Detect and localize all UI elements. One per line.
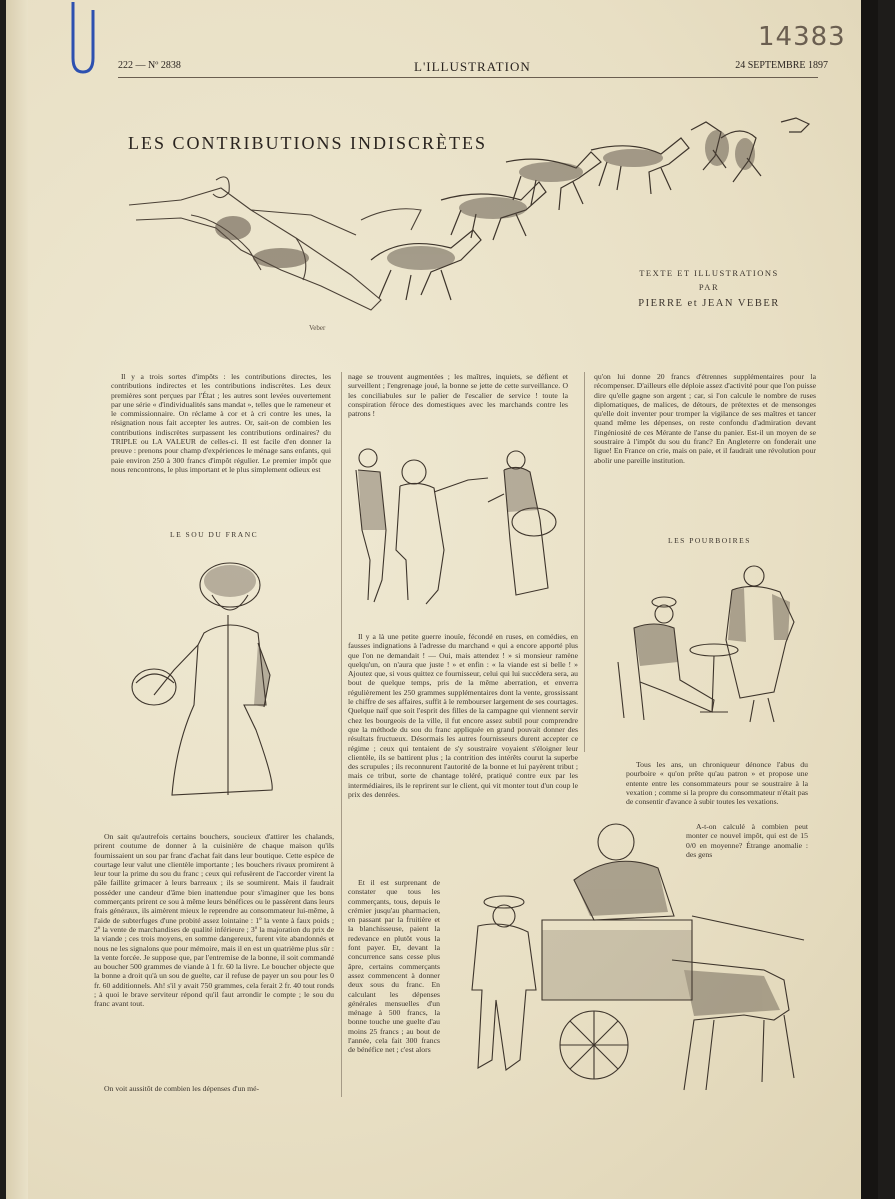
header-rule — [118, 77, 818, 78]
column-2-lower — [348, 878, 440, 1096]
column-3-middle-a — [626, 760, 808, 820]
illustration-maid-with-basket — [124, 555, 294, 805]
column-1-last-line — [94, 1084, 334, 1095]
subhead-les-pourboires: LES POURBOIRES — [668, 536, 751, 545]
page-dark-edge — [861, 0, 878, 1199]
column-divider-1 — [341, 372, 342, 1097]
column-1-lower — [94, 832, 334, 1084]
article-credits — [624, 268, 794, 313]
page-header — [106, 59, 828, 76]
column-3-top — [594, 372, 816, 502]
header-issue-number: 222 — Nº 2838 — [118, 60, 181, 71]
column-2-lower-text: Et il est surprenant de constater que tous les commerçants, tous, depuis le crémier jusqu'au pharmacien, en passant par la fruitière et la blanchisseuse, paient la redevance en plutôt vous la font payer. Et, devant la concurrence sans cesse plus âpre, certains commerçants assez commencent à donner deux sous du franc. En calculant les dépenses générales mensuelles d'un ménage à 500 francs, la bonne touche une guelte d'au moins 25 francs ; au bout de l'année, cela fait 300 francs de bénéfice net ; c'est alors — [348, 878, 440, 1055]
header-journal-name: L'ILLUSTRATION — [414, 59, 531, 74]
header-date: 24 SEPTEMBRE 1897 — [735, 60, 828, 71]
column-1-intro-text: Il y a trois sortes d'impôts : les contributions directes, les contributions indirectes et les contributions indiscrètes. Les deux premières sont perçues par l'État ; les autres sont levées ouvertement par une série « d'individualités sans mandat », telles que le rameneur et le commissionnaire. On réclame à cor et à cri contre les unes, la résignation nous fait accepter les autres. Or, sait-on de combien les contributions indiscrètes surpassent les contributions ordinaires? du TRIPLE ou LA VALEUR de celles-ci. Il est facile d'en donner la preuve : prenons pour champ d'expériences le ménage sans enfants, qui paie environ 250 à 300 francs d'impôt régulier. Le premier impôt que nous rencontrons, le plus important et le plus simplement odieux est — [111, 372, 331, 474]
column-2-top — [348, 372, 568, 434]
illustration-cart-with-donkey — [444, 820, 816, 1100]
column-2-middle-text: Il y a là une petite guerre inouïe, fécondé en ruses, en comédies, en fausses indignations à l'adresse du marchand « qui a encore apporté plus que l'on ne demandait ! — Oui, mais attendez ! » si monsieur ramène quelqu'un, on n'aura que juste ! » et enfin : « la viande est si belle ! » Ajoutez que, si vous quittez ce fournisseur, celui qui lui succédera sera, au bout de quelque temps, pris de la même aberration, et enverra régulièrement les 250 grammes supplémentaires dont la vente, grossissant le chiffre de ses affaires, suffit à le rembourser largement de ses courtages. Quelque naïf que soit l'esprit des filles de la campagne qui viennent servir chez les bourgeois de la ville, il fut encore assez subtil pour comprendre que la méthode du sou du franc appliquée en grand pouvait donner des résultats fructueux. Désormais les autres fournisseurs durent accepter ce régime ; ceux qui tentaient de s'y soustraire voyaient s'éloigner leur clientèle, ils se battirent plus ; la contrition des intérêts courut la superbe des scrupules ; ils reconnurent l'autorité de la bonne et lui payèrent tribut ; mais ce tribut, sorte de chantage toléré, pratiqué contre eux par les intermédiaires, ils le reprirent sur le client, qui vit monter tout d'un coup le prix des denrées. — [348, 632, 578, 800]
credits-text-and-illustrations: TEXTE ET ILLUSTRATIONS — [639, 268, 779, 278]
illustration-signature: Veber — [309, 324, 326, 332]
paper-clip-icon — [61, 0, 101, 78]
illustration-cafe-waiter-and-customer — [604, 562, 804, 737]
article-title: LES CONTRIBUTIONS INDISCRÈTES — [128, 133, 488, 153]
column-2-top-text: nage se trouvent augmentées ; les maîtres, inquiets, se défient et surveillent ; l'engrenage joué, la bonne se jette de cette surveillance. O les conciliabules sur le palier de l'escalier de service ! toute la conspiration féroce des domestiques avec les marchands contre les patrons ! — [348, 372, 568, 419]
column-3-top-text: qu'on lui donne 20 francs d'étrennes supplémentaires pour la récompenser. D'ailleurs elle déploie assez d'activité pour que l'on puisse dire qu'elle gagne son argent ; car, si l'on calcule le nombre de ruses diplomatiques, de malices, de détours, de prétextes et de mensonges qu'elle doit inventer pour tromper la vigilance de ses maîtres et tancer quand même les dépenses, on reste confondu d'admiration devant l'ingéniosité de ces Mérante de l'anse du panier. Est-il un moyen de se soustraire à l'impôt du sou du franc? En Angleterre on fonderait une ligue! En France on crie, mais on paie, et il faudrait une révolution pour abolir une pareille institution. — [594, 372, 816, 465]
column-1-last-line-text: On voit aussitôt de combien les dépenses d'un mé- — [104, 1084, 260, 1093]
newspaper-page — [6, 0, 878, 1199]
handwritten-reference: 14383 — [758, 22, 846, 52]
illustration-butcher-and-maid — [348, 440, 573, 615]
column-1-intro — [111, 372, 331, 504]
subhead-le-sou-du-franc: LE SOU DU FRANC — [170, 530, 259, 539]
credits-par: PAR — [698, 282, 720, 292]
column-3-middle-b-text: A-t-on calculé à combien peut monter ce nouvel impôt, qui est de 15 0/0 en moyenne? Étrange anomalie : des gens — [686, 822, 808, 859]
column-3-middle-a-text: Tous les ans, un chroniqueur dénonce l'abus du pourboire « qu'on prête qu'au patron » et propose une entente entre les consommateurs pour se soustraire à la vexation ; comme si la propre du consommateur n'était pas de consentir d'avance à subir toutes les vexations. — [626, 760, 808, 807]
column-divider-2 — [584, 372, 585, 752]
credits-authors: PIERRE et JEAN VEBER — [638, 298, 780, 309]
page-binding-edge — [6, 0, 28, 1199]
column-1-lower-text: On sait qu'autrefois certains bouchers, soucieux d'attirer les chalands, prirent coutume de donner à la cuisinière de chaque maison qu'ils fournissaient un sou par franc d'achat fait dans leur boutique. Cette espèce de courtage leur valut une clientèle importante ; les bouchers rivaux promirent à leur tour la prime du sou du franc ; ceux qui refusèrent de l'accorder virent la pâle faillite grimacer à leurs barreaux ; ils se soumirent. Mais il faudrait posséder une candeur d'âme bien inattendue pour s'imaginer que les bons commerçants prirent ce sou à même leurs bénéfices ou le passèrent dans leurs frais généraux, ils aimèrent mieux le reprendre au consommateur lui-même, à l'aide de subterfuges d'une probité assez lointaine : 1º la vente à faux poids ; 2º la vente de marchandises de qualité inférieure ; 3º la majoration du prix de la viande ; ces trois moyens, en somme dangereux, furent vite abandonnés et nous ne les signalons que pour mémoire, mais il en est un quatrième plus sûr : la vente forcée. Je suppose que, par l'entremise de la bonne, il soit commandé au boucher 500 grammes de viande à 1 fr. 60 la livre. Le boucher objecte que la bonne a droit qu'à un sou de guelte, car il refuse de payer un sou pour les 0 fr. 60 additionnels. Ah! s'il y avait 750 grammes, cela ferait 2 fr. 40 tout ronds ; à quoi le brave serviteur répond qu'il faut arrondir le compte ; le sou du franc avant tout. — [94, 832, 334, 1009]
